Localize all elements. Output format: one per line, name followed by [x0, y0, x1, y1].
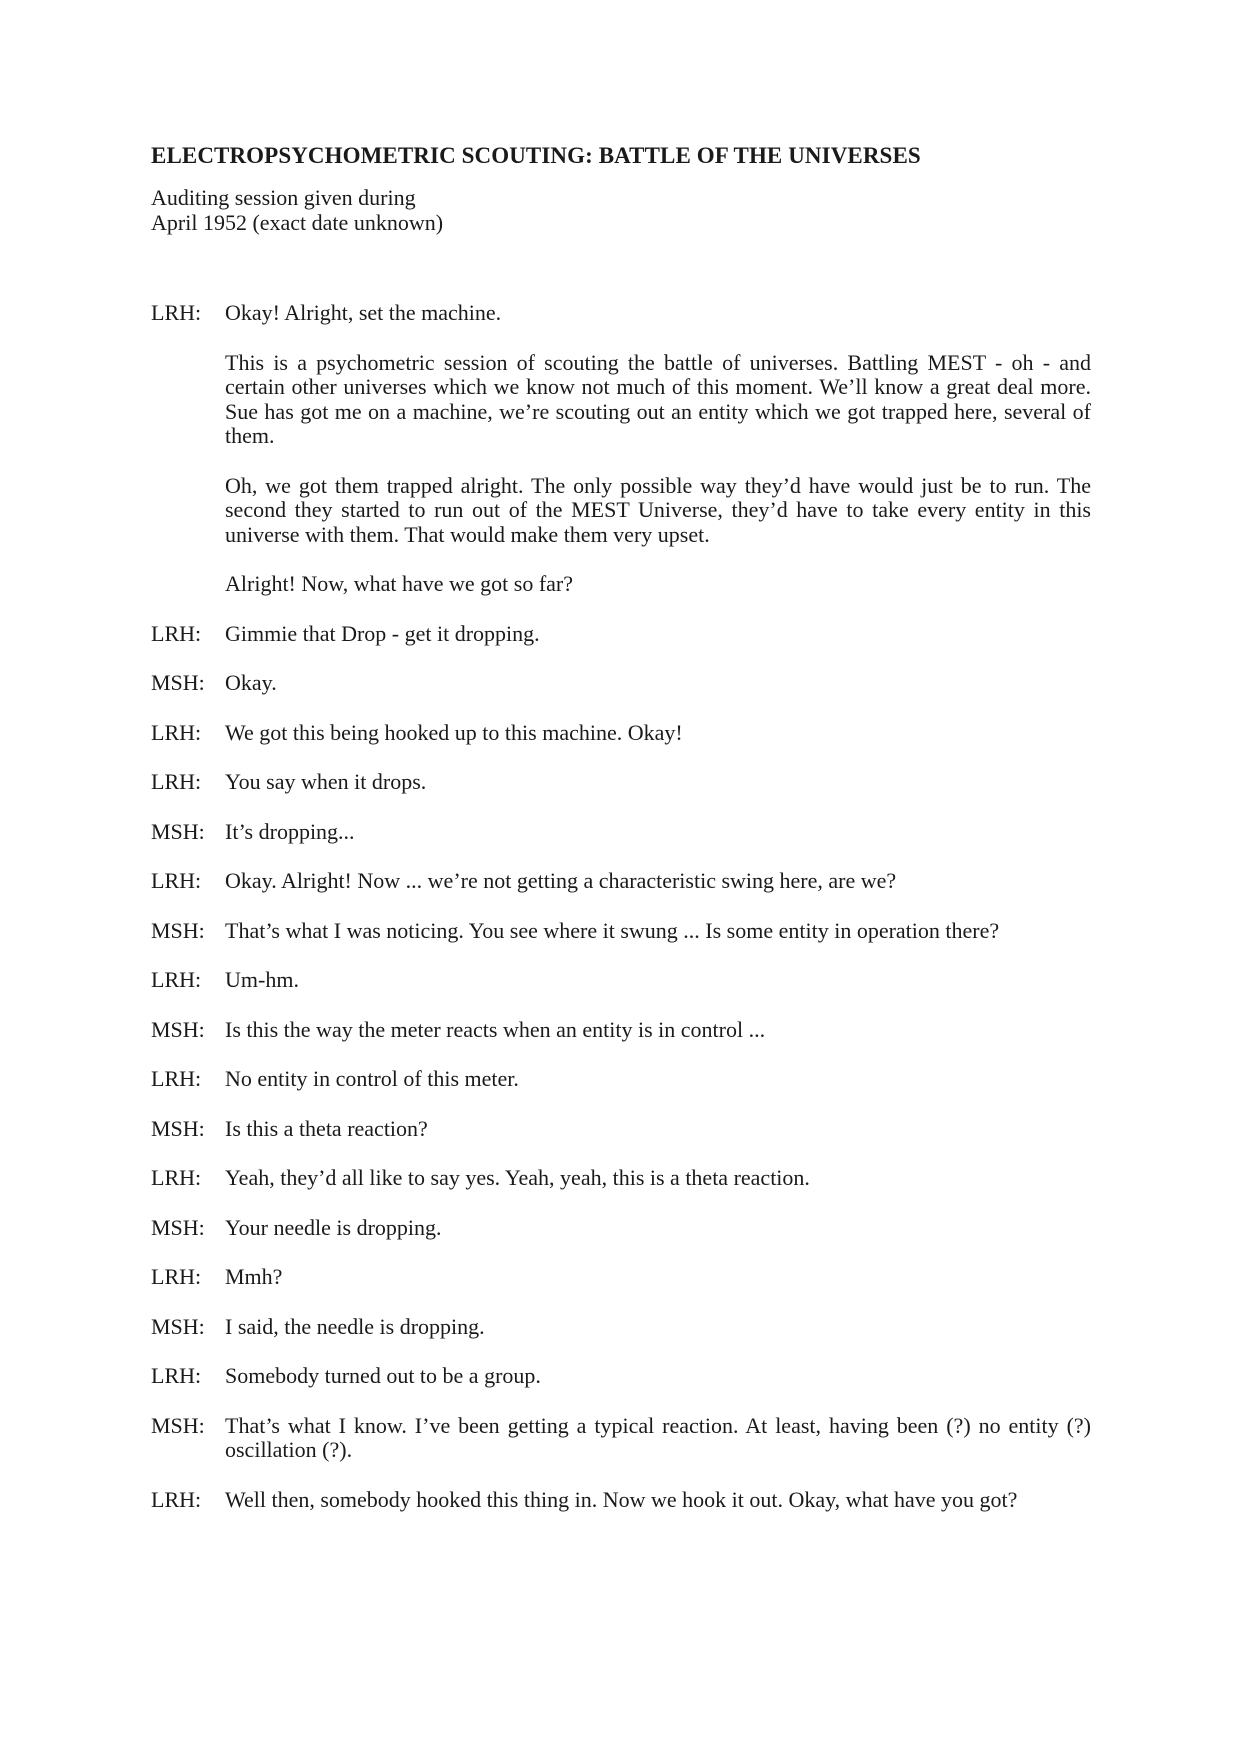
speaker-label: MSH:	[151, 1115, 205, 1141]
entry-paragraph: Well then, somebody hooked this thing in. Now we hook it out. Okay, what have you got?	[225, 1486, 1018, 1512]
entry-paragraph: Is this the way the meter reacts when an entity is in control ...	[225, 1016, 766, 1042]
speaker-label: MSH:	[151, 1016, 205, 1042]
transcript-entry	[151, 1315, 1091, 1340]
transcript-entry	[151, 721, 1091, 746]
transcript-entry	[151, 919, 1091, 944]
transcript	[151, 301, 1091, 1512]
entry-paragraph: Um-hm.	[225, 967, 299, 992]
speaker-label: LRH:	[151, 1264, 202, 1289]
transcript-entry	[151, 1364, 1091, 1389]
speaker-label: LRH:	[151, 769, 202, 794]
entry-content	[225, 1364, 1091, 1389]
document-page	[151, 142, 1091, 1537]
speaker-label: LRH:	[151, 300, 202, 325]
subtitle-line: April 1952 (exact date unknown)	[151, 210, 444, 235]
entry-paragraph: No entity in control of this meter.	[225, 1066, 519, 1091]
entry-paragraph: Oh, we got them trapped alright. The only possible way they’d have would just be to run. The second they started to run out of the MEST Universe, they’d have to take every entity in this universe with them. That would make them very upset.	[225, 472, 1091, 547]
transcript-entry	[151, 1265, 1091, 1290]
speaker-label: MSH:	[151, 818, 205, 844]
entry-paragraph: Yeah, they’d all like to say yes. Yeah, yeah, this is a theta reaction.	[225, 1165, 810, 1190]
speaker-label: LRH:	[151, 1363, 202, 1388]
entry-paragraph: Mmh?	[225, 1264, 283, 1289]
speaker-label: MSH:	[151, 1214, 205, 1240]
transcript-entry	[151, 770, 1091, 795]
entry-content	[225, 1315, 1091, 1340]
speaker-label: MSH:	[151, 917, 205, 943]
entry-content	[225, 301, 1091, 597]
transcript-entry	[151, 301, 1091, 597]
entry-content	[225, 721, 1091, 746]
entry-paragraph: It’s dropping...	[225, 818, 355, 844]
speaker-label: LRH:	[151, 1165, 202, 1190]
speaker-label: LRH:	[151, 620, 202, 646]
speaker-label: LRH:	[151, 967, 202, 992]
transcript-entry	[151, 820, 1091, 845]
entry-paragraph: Okay.	[225, 670, 277, 695]
entry-content	[225, 919, 1091, 944]
speaker-label: MSH:	[151, 1313, 205, 1339]
entry-paragraph: Alright! Now, what have we got so far?	[225, 571, 574, 596]
entry-paragraph: Okay! Alright, set the machine.	[225, 300, 502, 325]
entry-content	[225, 1488, 1091, 1513]
entry-paragraph: That’s what I was noticing. You see where it swung ... Is some entity in operation there?	[225, 917, 1000, 943]
entry-paragraph: This is a psychometric session of scouting the battle of universes. Battling MEST - oh - and certain other universes which we know not much of this moment. We’ll know a great deal more. Sue has got me on a machine, we’re scouting out an entity which we got trapped here, several of them.	[225, 349, 1091, 448]
subtitle-line: Auditing session given during	[151, 185, 416, 210]
entry-paragraph: You say when it drops.	[225, 769, 427, 794]
speaker-label: MSH:	[151, 670, 205, 695]
transcript-entry	[151, 1216, 1091, 1241]
transcript-entry	[151, 1488, 1091, 1513]
speaker-label: LRH:	[151, 1486, 202, 1512]
entry-content	[225, 1216, 1091, 1241]
speaker-label: LRH:	[151, 868, 202, 893]
transcript-entry	[151, 1067, 1091, 1092]
entry-content	[225, 820, 1091, 845]
entry-paragraph: Gimmie that Drop - get it dropping.	[225, 620, 540, 646]
entry-content	[225, 1414, 1091, 1463]
entry-paragraph: That’s what I know. I’ve been getting a typical reaction. At least, having been (?) no entity (?) oscillation (?).	[225, 1412, 1091, 1462]
document-subtitle	[151, 185, 1091, 235]
entry-content	[225, 968, 1091, 993]
entry-paragraph: Somebody turned out to be a group.	[225, 1363, 541, 1388]
transcript-entry	[151, 671, 1091, 696]
entry-content	[225, 869, 1091, 894]
transcript-entry	[151, 968, 1091, 993]
speaker-label: LRH:	[151, 1066, 202, 1091]
entry-content	[225, 1018, 1091, 1043]
transcript-entry	[151, 1018, 1091, 1043]
transcript-entry	[151, 622, 1091, 647]
speaker-label: LRH:	[151, 719, 202, 745]
entry-paragraph: Your needle is dropping.	[225, 1214, 442, 1240]
entry-content	[225, 1166, 1091, 1191]
document-title: ELECTROPSYCHOMETRIC SCOUTING: BATTLE OF THE UNIVERSES	[151, 143, 921, 168]
entry-content	[225, 622, 1091, 647]
entry-content	[225, 671, 1091, 696]
transcript-entry	[151, 1414, 1091, 1463]
entry-paragraph: We got this being hooked up to this machine. Okay!	[225, 719, 683, 745]
entry-content	[225, 1067, 1091, 1092]
entry-content	[225, 770, 1091, 795]
transcript-entry	[151, 1166, 1091, 1191]
speaker-label: MSH:	[151, 1412, 205, 1438]
entry-paragraph: I said, the needle is dropping.	[225, 1313, 485, 1339]
transcript-entry	[151, 1117, 1091, 1142]
transcript-entry	[151, 869, 1091, 894]
entry-content	[225, 1117, 1091, 1142]
entry-content	[225, 1265, 1091, 1290]
entry-paragraph: Is this a theta reaction?	[225, 1115, 428, 1141]
entry-paragraph: Okay. Alright! Now ... we’re not getting a characteristic swing here, are we?	[225, 868, 897, 893]
